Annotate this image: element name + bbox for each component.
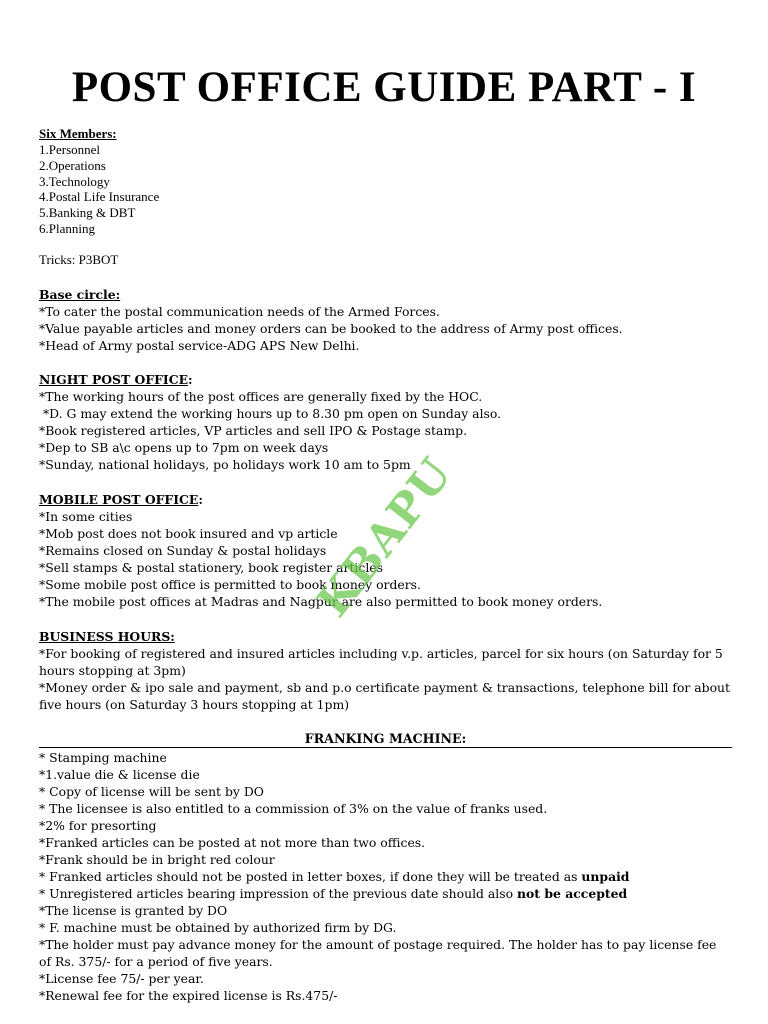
six-members-heading: Six Members: [39, 126, 117, 141]
list-item: *Head of Army postal service-ADG APS New Delhi. [39, 338, 360, 353]
base-circle-heading: Base circle: [39, 287, 121, 302]
section-divider [39, 747, 732, 748]
list-item: *Dep to SB a\c opens up to 7pm on week days [39, 440, 329, 455]
page-title: POST OFFICE GUIDE PART - I [71, 64, 697, 111]
list-item: *Book registered articles, VP articles and sell IPO & Postage stamp. [39, 423, 468, 438]
business-hours-heading: BUSINESS HOURS: [39, 629, 175, 644]
list-item: *Value payable articles and money orders can be booked to the address of Army post offices. [39, 321, 623, 336]
list-item: *Money order & ipo sale and payment, sb and p.o certificate payment & transactions, telephone bill for about five hours (on Saturday 3 hours stopping at 1pm) [39, 680, 731, 712]
list-item: *Remains closed on Sunday & postal holidays [39, 543, 327, 558]
list-item: 3.Technology [39, 174, 110, 189]
list-item: *Frank should be in bright red colour [39, 852, 275, 867]
list-item: *The mobile post offices at Madras and Nagpur are also permitted to book money orders. [39, 594, 603, 609]
franking-machine-heading: FRANKING MACHINE: [304, 731, 467, 746]
list-item: *For booking of registered and insured articles including v.p. articles, parcel for six hours (on Saturday for 5 hours stopping at 3pm) [39, 646, 723, 678]
list-item: *1.value die & license die [39, 767, 200, 782]
list-item: 2.Operations [39, 158, 106, 173]
list-item: 1.Personnel [39, 142, 101, 157]
list-item: * Stamping machine [39, 750, 167, 765]
not-accepted-line-text: * Unregistered articles bearing impression of the previous date should also [39, 886, 518, 901]
list-item: 4.Postal Life Insurance [39, 189, 160, 204]
list-item: * The licensee is also entitled to a commission of 3% on the value of franks used. [39, 801, 548, 816]
list-item: 5.Banking & DBT [39, 205, 136, 220]
list-item: *The license is granted by DO [39, 903, 228, 918]
list-item: *Mob post does not book insured and vp article [39, 526, 338, 541]
list-item: * F. machine must be obtained by authorized firm by DG. [39, 920, 397, 935]
list-item: *Sunday, national holidays, po holidays work 10 am to 5pm [39, 457, 411, 472]
unpaid-emphasis: unpaid [581, 869, 630, 884]
list-item: *To cater the postal communication needs of the Armed Forces. [39, 304, 440, 319]
list-item: *Some mobile post office is permitted to book money orders. [39, 577, 421, 592]
list-item: *D. G may extend the working hours up to 8.30 pm open on Sunday also. [39, 406, 502, 421]
list-item: *License fee 75/- per year. [39, 971, 204, 986]
tricks-text: Tricks: P3BOT [39, 252, 119, 267]
mobile-post-office-heading: MOBILE POST OFFICE [39, 492, 199, 507]
unpaid-line-text: * Franked articles should not be posted in letter boxes, if done they will be treated as [39, 869, 582, 884]
list-item: *The holder must pay advance money for the amount of postage required. The holder has to pay license fee of Rs. 375/- for a period of five years. [39, 937, 717, 969]
mobile-post-office-heading-row [39, 491, 732, 508]
list-item: 6.Planning [39, 221, 95, 236]
not-accepted-emphasis: not be accepted [517, 886, 628, 901]
list-item: * Copy of license will be sent by DO [39, 784, 264, 799]
night-post-office-heading-row [39, 371, 732, 388]
list-item: *2% for presorting [39, 818, 157, 833]
list-item: *The working hours of the post offices are generally fixed by the HOC. [39, 389, 483, 404]
night-post-office-heading: NIGHT POST OFFICE [39, 372, 189, 387]
list-item: *Renewal fee for the expired license is Rs.475/- [39, 988, 338, 1003]
unpaid-line [39, 868, 732, 885]
heading-colon: : [188, 372, 193, 387]
watermark: KBAPU [307, 448, 463, 627]
not-accepted-line [39, 885, 732, 902]
list-item: *Sell stamps & postal stationery, book register articles [39, 560, 383, 575]
list-item: *Franked articles can be posted at not more than two offices. [39, 835, 426, 850]
heading-colon: : [198, 492, 203, 507]
list-item: *In some cities [39, 509, 133, 524]
